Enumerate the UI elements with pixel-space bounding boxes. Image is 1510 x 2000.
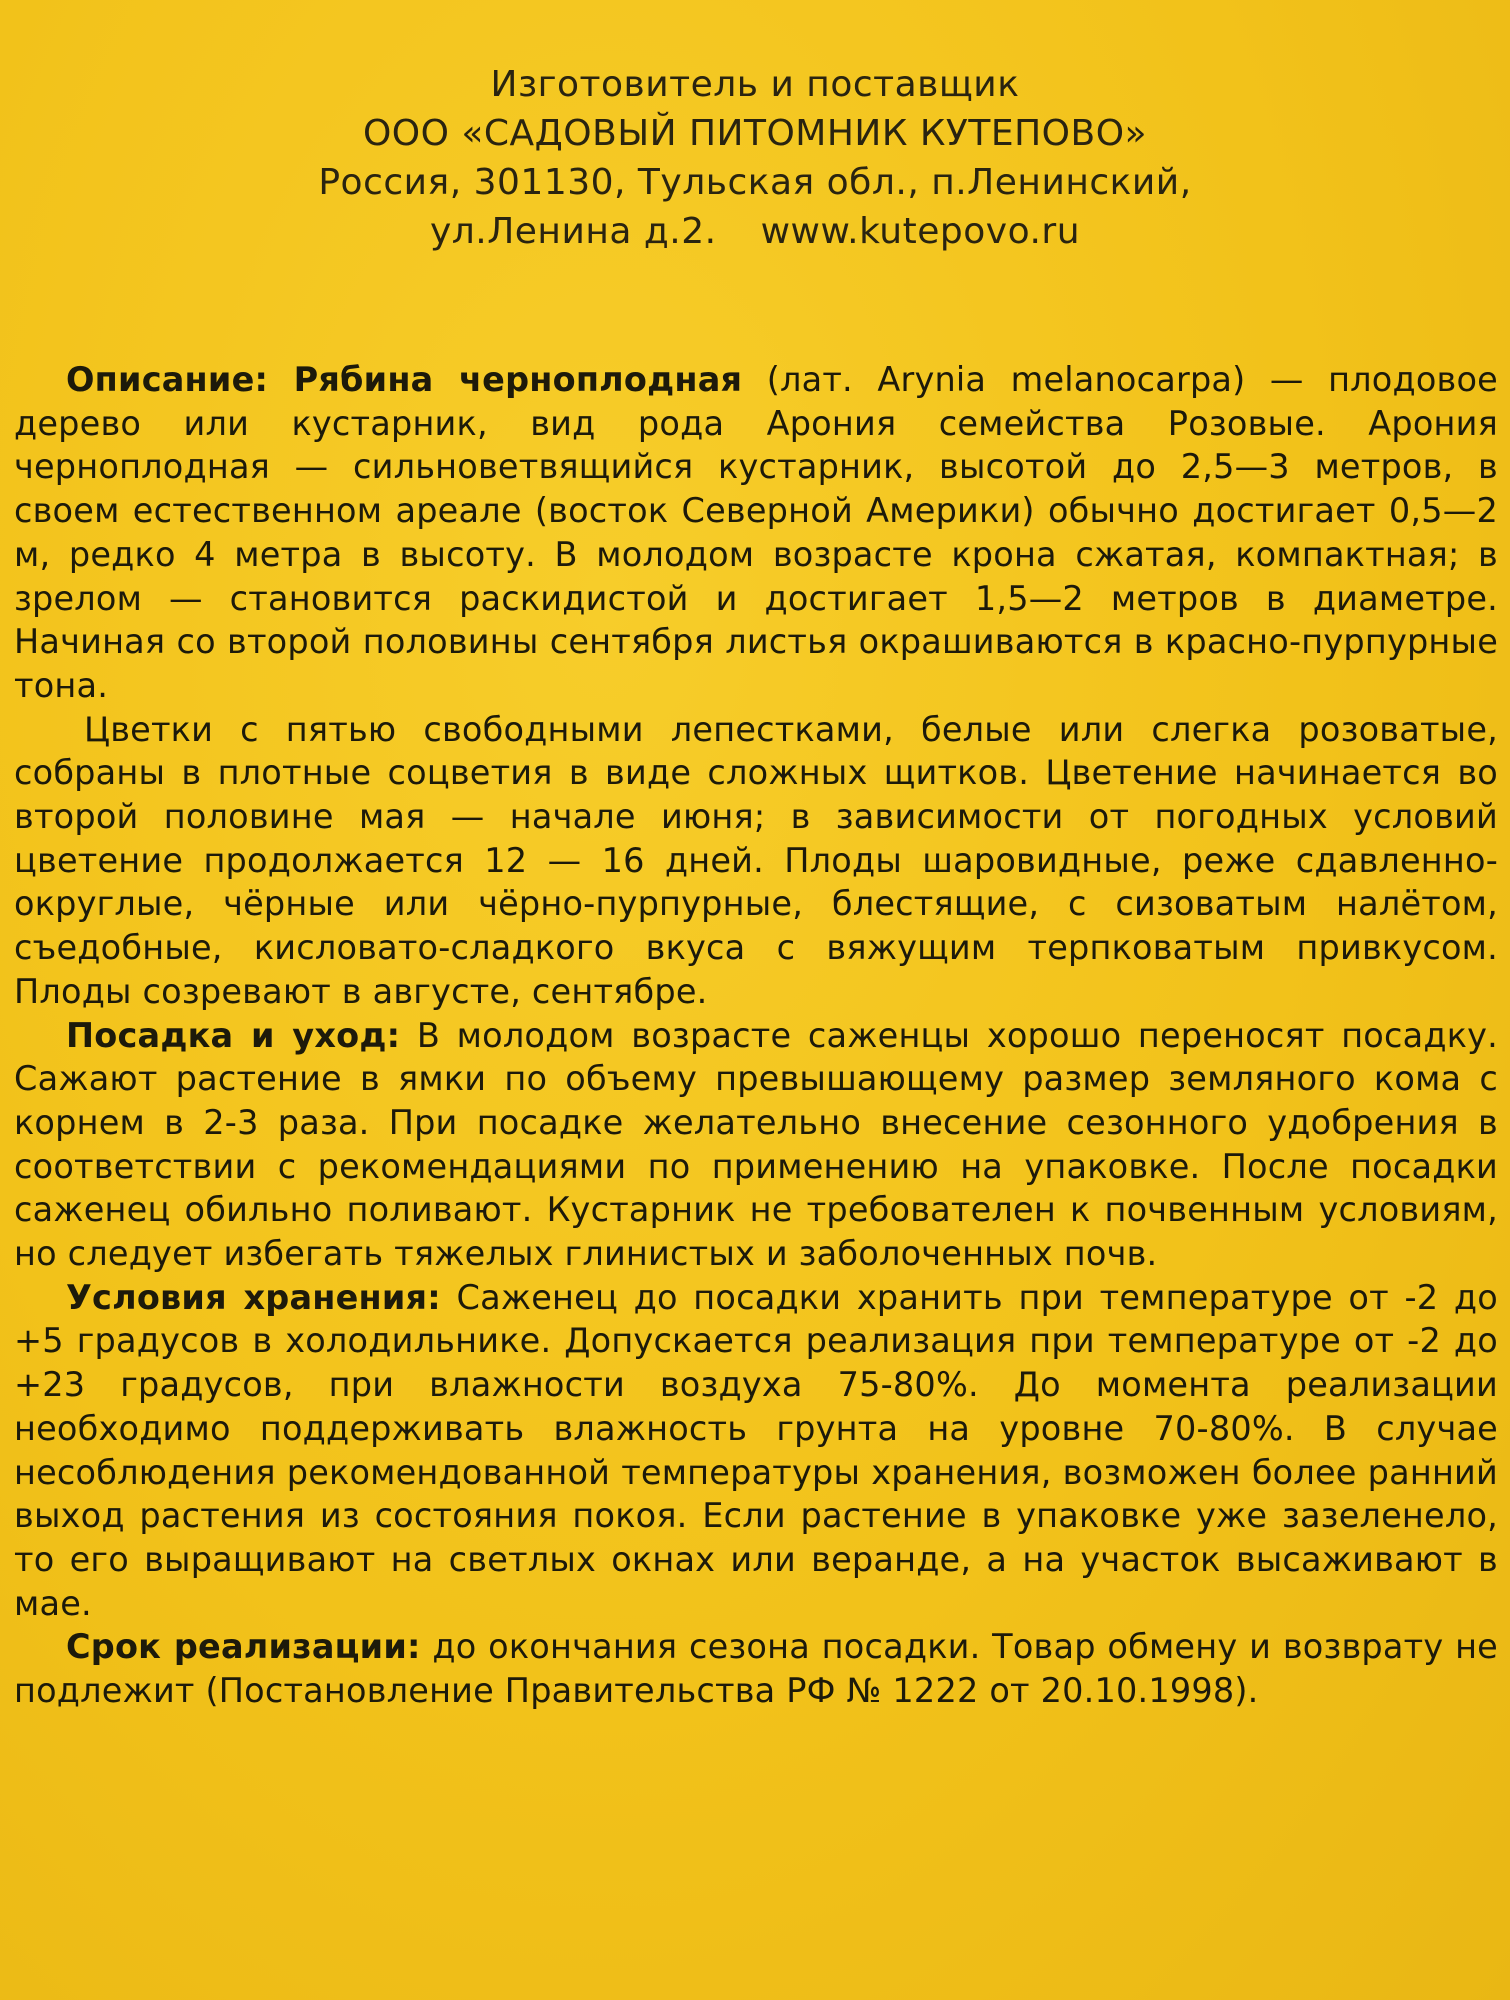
description-paragraph (14, 358, 1498, 708)
shelf-life-text: до окончания сезона посадки. Товар обмену и возврату не подлежит (Постановление Правительства РФ № 1222 от 20.10.1998). (14, 1627, 1498, 1711)
planting-title: Посадка и уход: (66, 1015, 401, 1055)
flowers-paragraph (14, 708, 1498, 1014)
planting-paragraph (14, 1014, 1498, 1276)
shelf-life-title: Срок реализации: (66, 1627, 421, 1667)
product-description-text (14, 358, 1498, 1713)
company-address-street-line (0, 207, 1510, 256)
description-text: (лат. Arynia melanocarpa) — плодовое дерево или кустарник, вид рода Арония семейства Розовые. Арония черноплодная — сильноветвящийся кустарник, высотой до 2,5—3 метров, в своем естественном ареале (восток Северной Америки) обычно достигает 0,5—2 м, редко 4 метра в высоту. В молодом возрасте крона сжатая, компактная; в зрелом — становится раскидистой и достигает 1,5—2 метров в диаметре. Начиная со второй половины сентября листья окрашиваются в красно-пурпурные тона. (14, 360, 1498, 705)
company-street: ул.Ленина д.2. (429, 211, 717, 252)
company-address-region: Россия, 301130, Тульская обл., п.Ленинский, (318, 162, 1192, 203)
storage-paragraph (14, 1276, 1498, 1626)
shelf-life-paragraph (14, 1625, 1498, 1712)
company-name: ООО «САДОВЫЙ ПИТОМНИК КУТЕПОВО» (362, 113, 1148, 154)
manufacturer-header (0, 60, 1510, 256)
manufacturer-label: Изготовитель и поставщик (490, 64, 1020, 105)
planting-text: В молодом возрасте саженцы хорошо переносят посадку. Сажают растение в ямки по объему превышающему размер земляного кома с корнем в 2-3 раза. При посадке желательно внесение сезонного удобрения в соответствии с рекомендациями по применению на упаковке. После посадки саженец обильно поливают. Кустарник не требователен к почвенным условиям, но следует избегать тяжелых глинистых и заболоченных почв. (14, 1015, 1499, 1274)
company-website: www.kutepovo.ru (760, 211, 1081, 252)
storage-title: Условия хранения: (66, 1277, 441, 1317)
flowers-text: Цветки с пятью свободными лепестками, белые или слегка розоватые, собраны в плотные соцветия в виде сложных щитков. Цветение начинается во второй половине мая — начале июня; в зависимости от погодных условий цветение продолжается 12 — 16 дней. Плоды шаровидные, реже сдавленно-округлые, чёрные или чёрно-пурпурные, блестящие, с сизоватым налётом, съедобные, кисловато-сладкого вкуса с вяжущим терпковатым привкусом. Плоды созревают в августе, сентябре. (14, 709, 1498, 1011)
storage-text: Саженец до посадки хранить при температуре от -2 до +5 градусов в холодильнике. Допускается реализация при температуре от -2 до +23 градусов, при влажности воздуха 75-80%. До момента реализации необходимо поддерживать влажность грунта на уровне 70-80%. В случае несоблюдения рекомендованной температуры хранения, возможен более ранний выход растения из состояния покоя. Если растение в упаковке уже зазеленело, то его выращивают на светлых окнах или веранде, а на участок высаживают в мае. (14, 1277, 1498, 1623)
description-title: Описание: Рябина черноплодная (66, 360, 743, 399)
